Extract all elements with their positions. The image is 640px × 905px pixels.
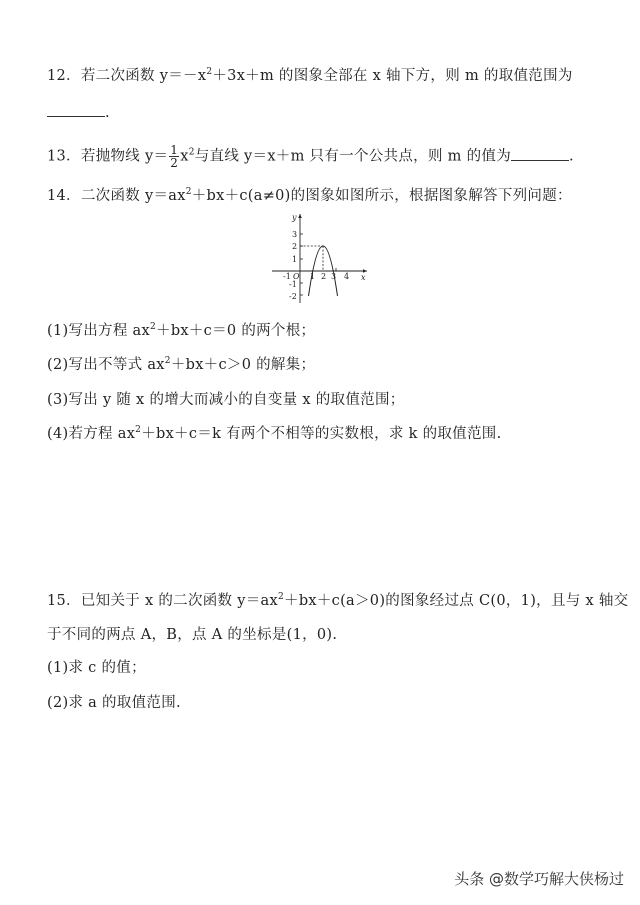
question-14-part-4 [47, 424, 502, 444]
exponent: 2 [277, 592, 285, 602]
question-15-line-2 [47, 625, 337, 645]
x-tick-2: 2 [321, 272, 327, 281]
x-tick-1: 1 [310, 272, 316, 281]
question-text: ＋bx＋c(a≠0)的图象如图所示，根据图象解答下列问题： [191, 188, 572, 204]
question-number: 15． [47, 593, 81, 609]
y-tick-1: 1 [292, 255, 298, 264]
question-13 [47, 144, 574, 169]
question-14 [47, 186, 572, 206]
question-15 [47, 591, 628, 611]
question-15-part-2 [47, 693, 181, 713]
exponent: 2 [164, 356, 171, 366]
period: . [105, 105, 110, 121]
question-text: ＋3x＋m 的图象全部在 x 轴下方，则 m 的取值范围为 [212, 68, 573, 84]
question-15-part-1 [47, 658, 146, 678]
exponent: 2 [149, 322, 157, 332]
parabola-graph [270, 210, 370, 305]
question-14-part-3 [47, 390, 405, 410]
fraction-denominator: 2 [170, 156, 179, 170]
part-text: (2)写出不等式 ax [47, 357, 165, 373]
x-tick-neg1: -1 [283, 272, 291, 281]
fraction-numerator: 1 [170, 143, 179, 157]
answer-blank[interactable] [47, 102, 105, 117]
question-text: x [180, 148, 189, 165]
exponent: 2 [135, 425, 142, 435]
question-text: 已知关于 x 的二次函数 y＝ax [80, 593, 278, 609]
part-text: ＋bx＋c＞0 的解集； [170, 357, 316, 373]
y-tick-3: 3 [292, 230, 298, 239]
part-text: (1)求 c 的值； [47, 660, 146, 676]
question-12 [47, 66, 573, 86]
watermark: 头条 @数学巧解大侠杨过 [454, 870, 624, 888]
fraction-one-half [169, 144, 179, 169]
x-axis-label: x [361, 273, 366, 282]
question-text: 二次函数 y＝ax [80, 188, 186, 204]
y-tick-2: 2 [292, 242, 298, 251]
y-axis-label: y [292, 213, 297, 222]
question-14-part-1 [47, 321, 315, 341]
part-text: (1)写出方程 ax [47, 323, 150, 339]
answer-blank[interactable] [511, 146, 569, 161]
question-number: 13． [47, 148, 81, 165]
question-12-answer-line [47, 102, 110, 123]
exponent: 2 [185, 187, 192, 197]
part-text: (4)若方程 ax [47, 426, 136, 442]
part-text: ＋bx＋c＝0 的两个根； [156, 323, 316, 339]
question-number: 14． [47, 188, 81, 204]
x-tick-3: 3 [331, 272, 337, 281]
question-number: 12． [47, 68, 81, 84]
y-tick-neg1: -1 [289, 280, 297, 289]
exponent: 2 [188, 147, 195, 158]
question-text: 若抛物线 y＝ [80, 148, 169, 165]
y-tick-neg2: -2 [289, 292, 297, 301]
part-text: ＋bx＋c＝k 有两个不相等的实数根，求 k 的取值范围. [141, 426, 502, 442]
question-text: 于不同的两点 A，B，点 A 的坐标是(1，0). [47, 627, 338, 643]
part-text: (3)写出 y 随 x 的增大而减小的自变量 x 的取值范围； [47, 392, 405, 408]
origin-label: O [293, 272, 300, 281]
question-text: 若二次函数 y＝－x [80, 68, 207, 84]
question-text: 与直线 y＝x＋m 只有一个公共点，则 m 的值为 [194, 148, 512, 165]
x-tick-4: 4 [344, 272, 350, 281]
part-text: (2)求 a 的取值范围. [47, 695, 181, 711]
question-text: ＋bx＋c(a＞0)的图象经过点 C(0，1)，且与 x 轴交 [284, 593, 629, 609]
exponent: 2 [206, 67, 213, 77]
question-14-part-2 [47, 355, 315, 375]
period: . [569, 148, 574, 165]
